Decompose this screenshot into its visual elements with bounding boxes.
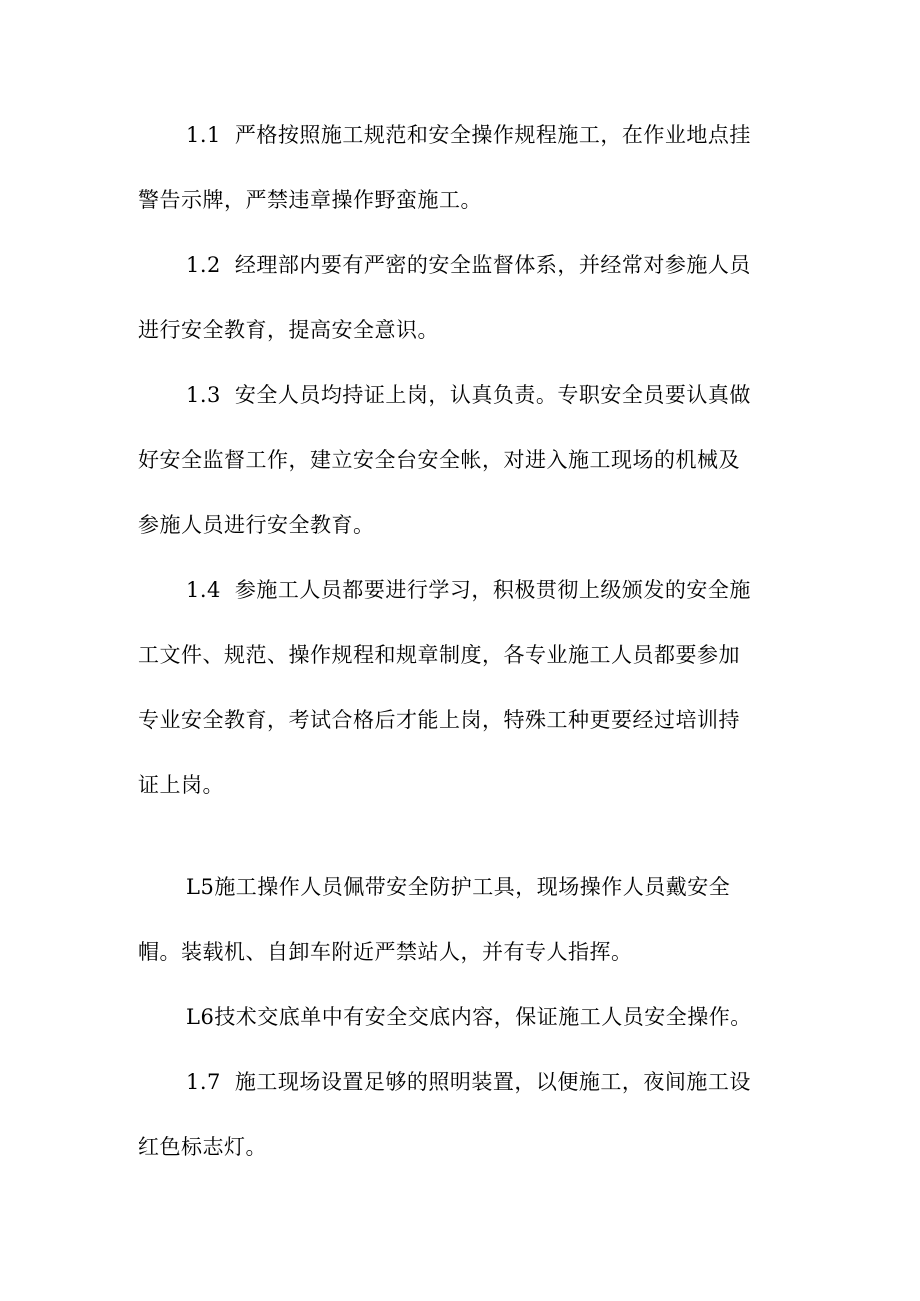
paragraph-1-3-line-3: 参施人员进行安全教育。 xyxy=(138,513,375,537)
paragraph-l5-line-1 xyxy=(186,872,788,902)
paragraph-number: 1.2 xyxy=(186,253,221,277)
paragraph-text: 安全人员均持证上岗，认真负责。专职安全员要认真做 xyxy=(234,383,751,407)
paragraph-1-7-line-1 xyxy=(186,1067,788,1097)
paragraph-number: 1.1 xyxy=(186,123,221,147)
paragraph-1-3-line-2: 好安全监督工作，建立安全台安全帐，对进入施工现场的机械及 xyxy=(138,448,740,472)
paragraph-1-1-line-1 xyxy=(186,120,788,150)
paragraph-l6-line-1 xyxy=(186,1002,788,1032)
paragraph-text: 施工现场设置足够的照明装置，以便施工，夜间施工设 xyxy=(234,1070,751,1094)
paragraph-number: L6 xyxy=(186,1005,215,1029)
paragraph-number: 1.3 xyxy=(186,383,221,407)
paragraph-text: 经理部内要有严密的安全监督体系，并经常对参施人员 xyxy=(234,253,751,277)
paragraph-number: L5 xyxy=(186,875,215,899)
paragraph-number: 1.4 xyxy=(186,578,221,602)
paragraph-text: 严格按照施工规范和安全操作规程施工，在作业地点挂 xyxy=(234,123,751,147)
paragraph-1-3-line-1 xyxy=(186,380,788,410)
paragraph-text: 技术交底单中有安全交底内容，保证施工人员安全操作。 xyxy=(214,1005,752,1029)
paragraph-number: 1.7 xyxy=(186,1070,221,1094)
paragraph-1-2-line-2: 进行安全教育，提高安全意识。 xyxy=(138,318,439,342)
paragraph-1-4-line-3: 专业安全教育，考试合格后才能上岗，特殊工种更要经过培训持 xyxy=(138,708,740,732)
paragraph-1-7-line-2: 红色标志灯。 xyxy=(138,1135,267,1159)
paragraph-1-2-line-1 xyxy=(186,250,788,280)
paragraph-l5-line-2: 帽。装载机、自卸车附近严禁站人，并有专人指挥。 xyxy=(138,940,633,964)
paragraph-1-4-line-1 xyxy=(186,575,788,605)
paragraph-1-4-line-2: 工文件、规范、操作规程和规章制度，各专业施工人员都要参加 xyxy=(138,643,740,667)
paragraph-1-1-line-2: 警告示牌，严禁违章操作野蛮施工。 xyxy=(138,188,482,212)
paragraph-text: 参施工人员都要进行学习，积极贯彻上级颁发的安全施 xyxy=(234,578,751,602)
paragraph-text: 施工操作人员佩带安全防护工具，现场操作人员戴安全 xyxy=(214,875,731,899)
paragraph-1-4-line-4: 证上岗。 xyxy=(138,773,224,797)
